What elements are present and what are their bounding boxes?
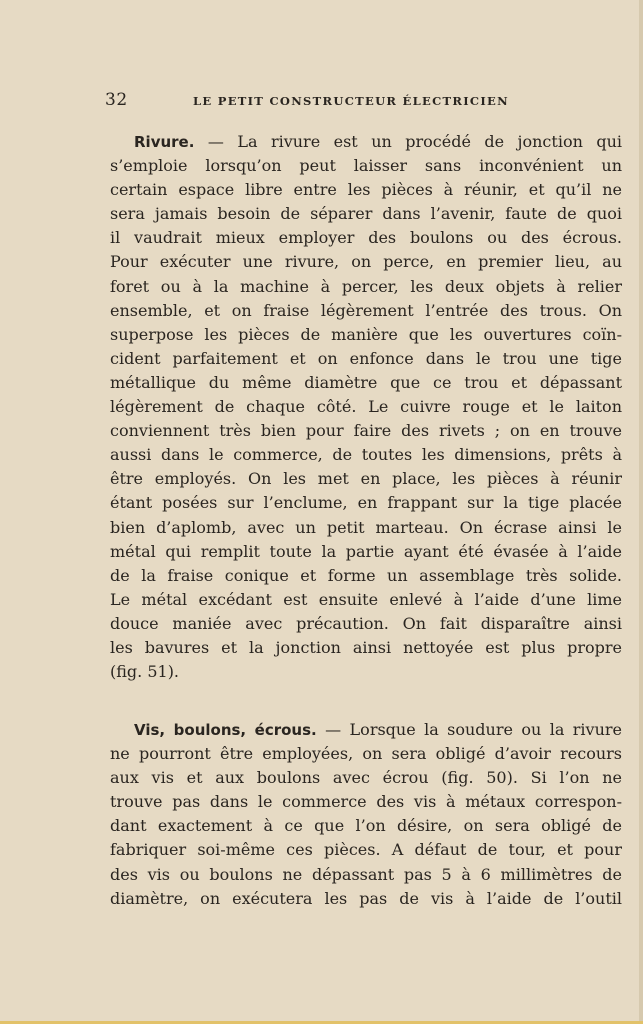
text-line: de la fraise conique et forme un assemblage très solide.: [110, 565, 622, 585]
text-line: aux vis et aux boulons avec écrou (fig. 50). Si l’on ne: [110, 768, 622, 788]
text-line: Le métal excédant est ensuite enlevé à l’aide d’une lime: [110, 589, 622, 609]
text-line: métallique du même diamètre que ce trou et dépassant: [110, 372, 622, 392]
text-line: fabriquer soi-même ces pièces. A défaut de tour, et pour: [110, 840, 622, 860]
paragraph-rivure: [110, 130, 622, 684]
text-line: foret ou à la machine à percer, les deux objets à relier: [110, 276, 622, 296]
text-line: sera jamais besoin de séparer dans l’avenir, faute de quoi: [110, 204, 622, 224]
paragraph-lead: Vis, boulons, écrous.: [134, 721, 317, 739]
first-line-text: — Lorsque la soudure ou la rivure: [316, 720, 622, 739]
text-line: conviennent très bien pour faire des rivets ; on en trouve: [110, 421, 622, 441]
text-line: dant exactement à ce que l’on désire, on sera obligé de: [110, 816, 622, 836]
text-line: aussi dans le commerce, de toutes les dimensions, prêts à: [110, 445, 622, 465]
text-line: s’emploie lorsqu’on peut laisser sans inconvénient un: [110, 156, 622, 176]
text-line: certain espace libre entre les pièces à réunir, et qu’il ne: [110, 180, 622, 200]
text-line: diamètre, on exécutera les pas de vis à l’aide de l’outil: [110, 888, 622, 908]
text-line: métal qui remplit toute la partie ayant été évasée à l’aide: [110, 541, 622, 561]
text-line: Pour exécuter une rivure, on perce, en premier lieu, au: [110, 252, 622, 272]
text-line: douce maniée avec précaution. On fait disparaître ainsi: [110, 613, 622, 633]
text-line: ne pourront être employées, on sera obligé d’avoir recours: [110, 744, 622, 764]
page-edge: [639, 0, 643, 1024]
text-line: être employés. On les met en place, les pièces à réunir: [110, 469, 622, 489]
text-line: superpose les pièces de manière que les ouvertures coïn-: [110, 324, 622, 344]
paragraph-first-line: [110, 130, 622, 154]
running-title: LE PETIT CONSTRUCTEUR ÉLECTRICIEN: [193, 94, 509, 108]
paragraph-first-line: [110, 718, 622, 742]
text-line: (fig. 51).: [110, 662, 180, 682]
paragraph-lead: Rivure.: [134, 133, 195, 151]
text-line: trouve pas dans le commerce des vis à métaux correspon-: [110, 792, 622, 812]
text-line: cident parfaitement et on enfonce dans le trou une tige: [110, 348, 622, 368]
text-line: étant posées sur l’enclume, en frappant sur la tige placée: [110, 493, 622, 513]
text-line: les bavures et la jonction ainsi nettoyée est plus propre: [110, 637, 622, 657]
paragraph-vis-boulons-ecrous: [110, 718, 622, 911]
text-line: ensemble, et on fraise légèrement l’entrée des trous. On: [110, 300, 622, 320]
text-line: des vis ou boulons ne dépassant pas 5 à 6 millimètres de: [110, 864, 622, 884]
first-line-text: — La rivure est un procédé de jonction qui: [194, 132, 622, 151]
text-line: il vaudrait mieux employer des boulons ou des écrous.: [110, 228, 622, 248]
text-line: bien d’aplomb, avec un petit marteau. On écrase ainsi le: [110, 517, 622, 537]
page-header: [105, 90, 625, 112]
text-line: légèrement de chaque côté. Le cuivre rouge et le laiton: [110, 397, 622, 417]
page-number: 32: [105, 90, 128, 110]
